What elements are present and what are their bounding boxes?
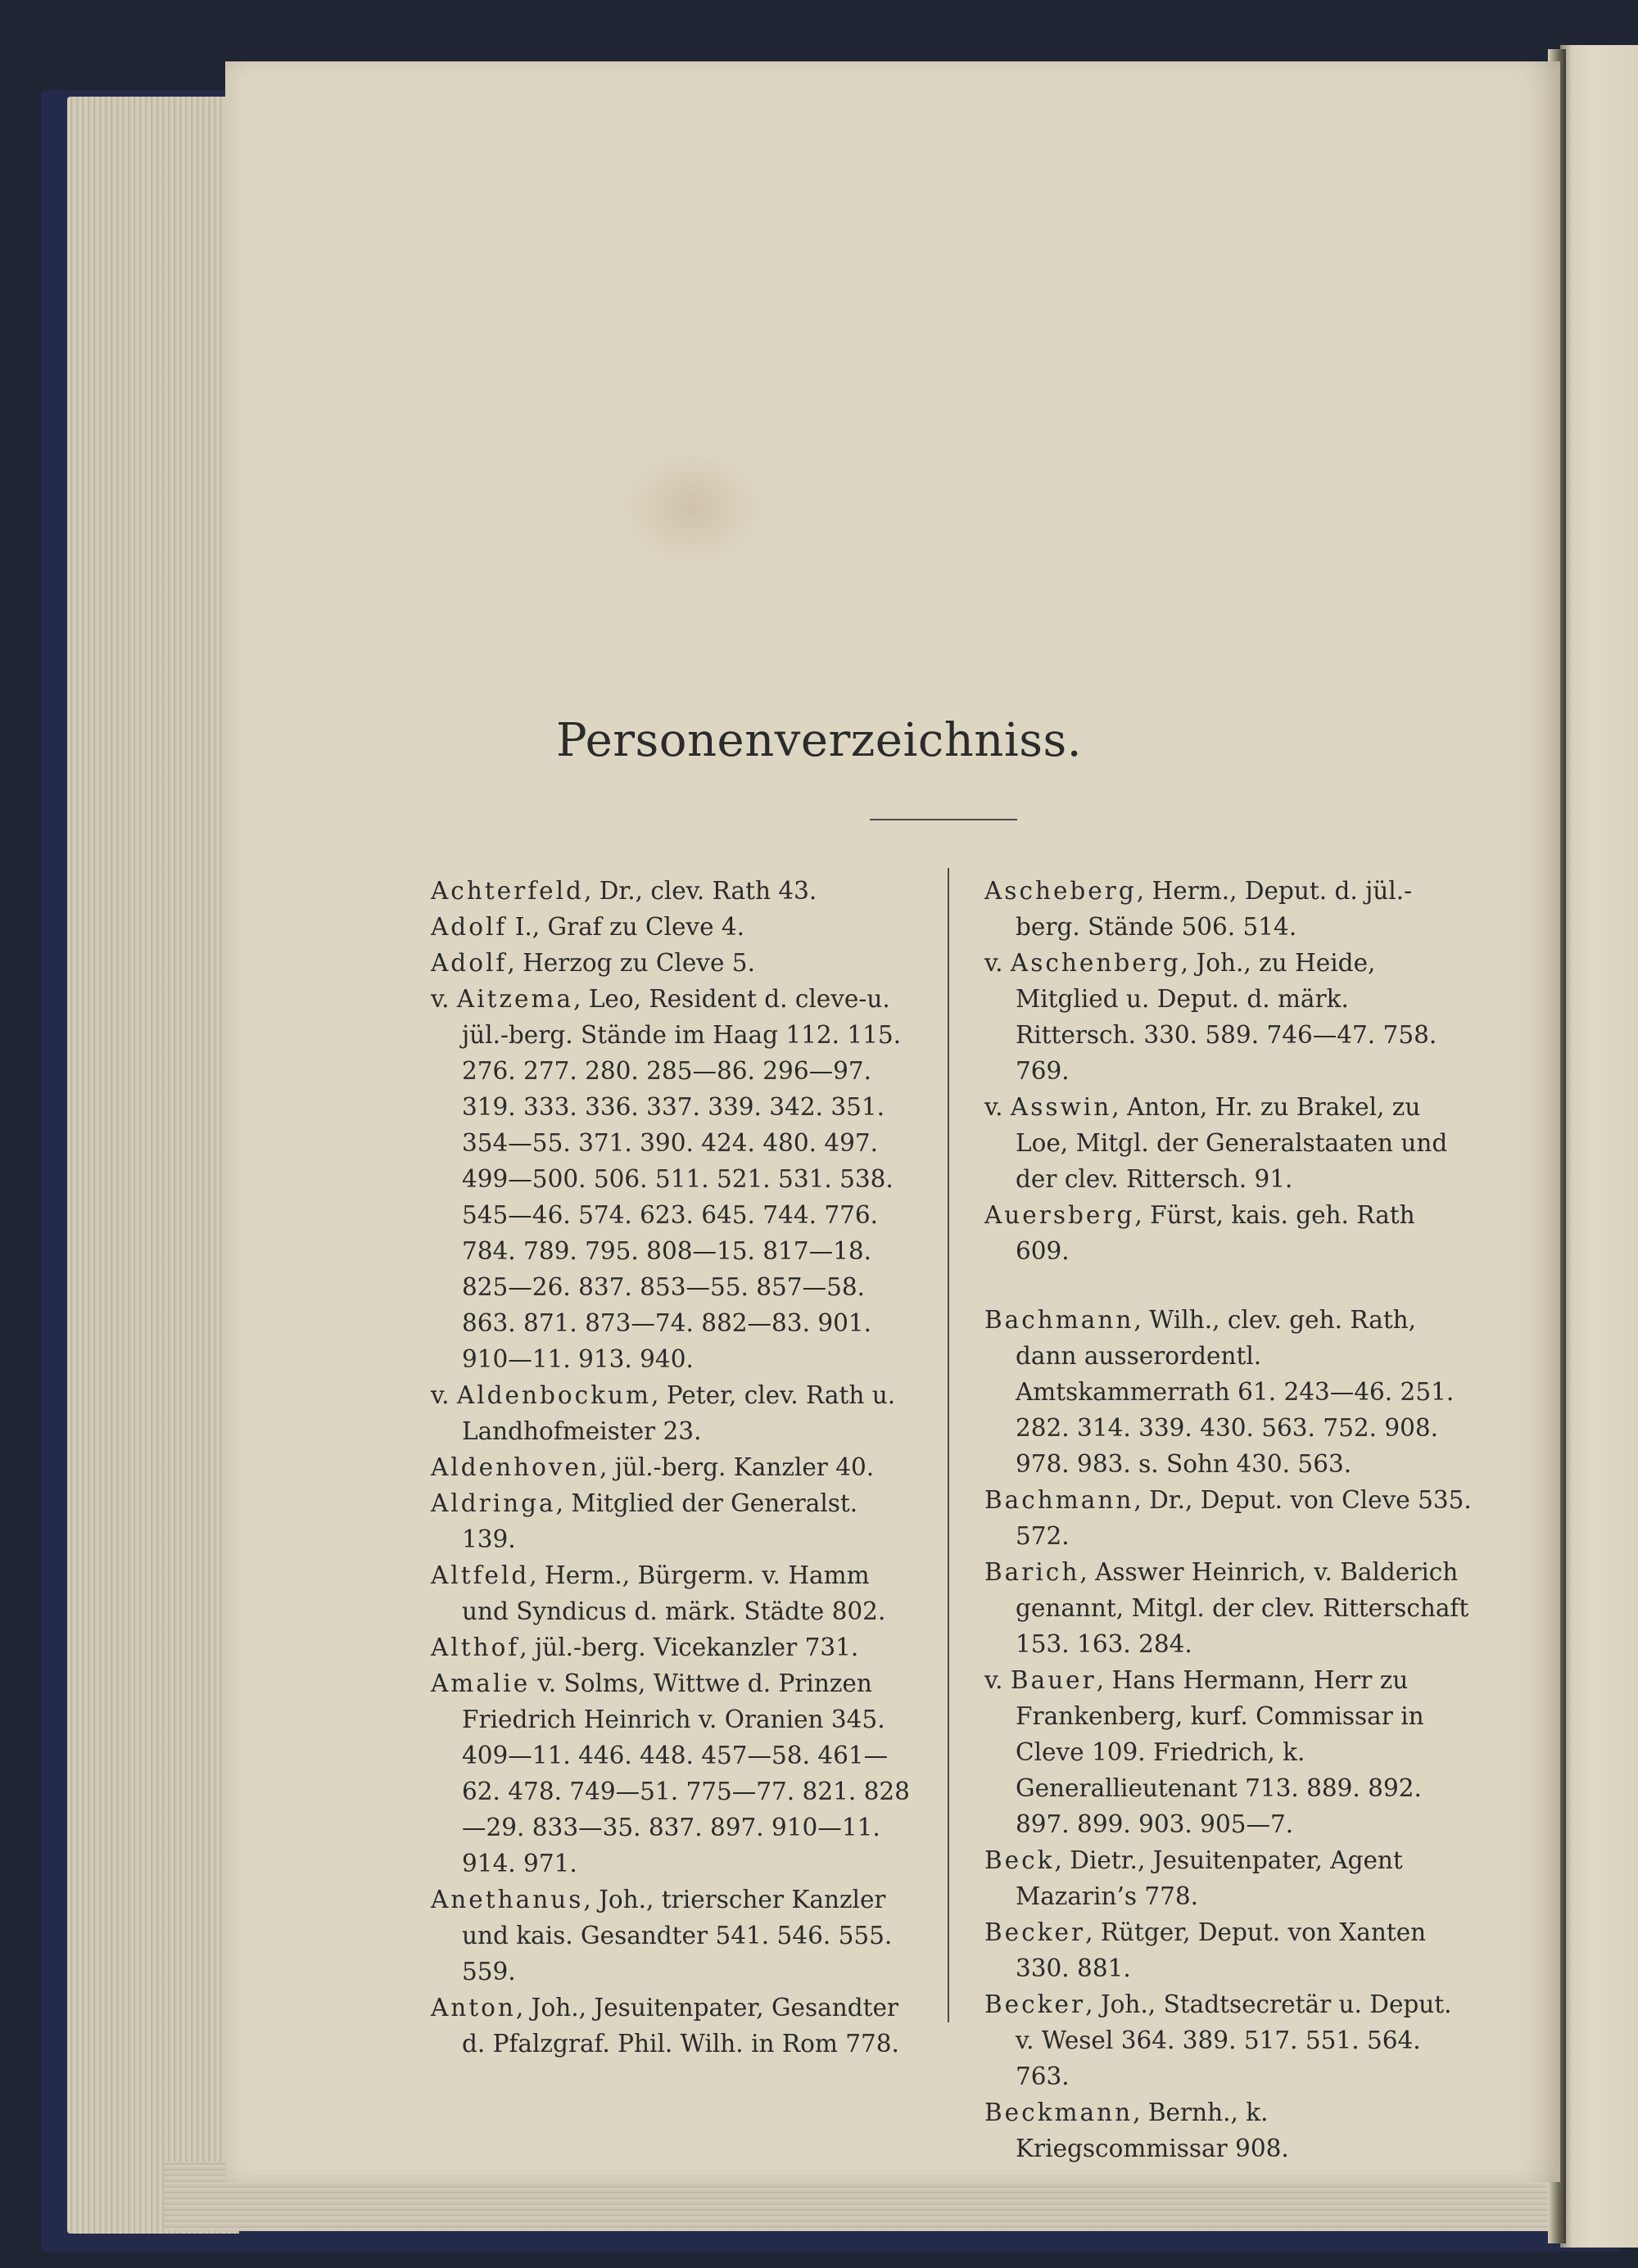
entry-name: Altfeld bbox=[431, 1561, 530, 1589]
entry-details: , Joh., zu Heide, Mitglied u. Deput. d. märk. Rittersch. 330. 589. 746—47. 758. 769. bbox=[1016, 949, 1437, 1085]
entry-details: , Wilh., clev. geh. Rath, dann ausserordentl. Amtskammerrath 61. 243—46. 251. 282. 314. 339. 430. 563. 752. 908. 978. 983. s. Sohn 430. 563. bbox=[1016, 1306, 1455, 1478]
entry-name: Aschenberg bbox=[1010, 949, 1181, 977]
entry-details: , Bernh., k. Kriegscommissar 908. bbox=[1016, 2099, 1289, 2162]
entry-details: , Dr., clev. Rath 43. bbox=[583, 877, 817, 905]
page-edges-left bbox=[67, 97, 239, 2234]
entry-details: , jül.-berg. Vicekanzler 731. bbox=[519, 1633, 859, 1661]
entry-name: Auersberg bbox=[984, 1201, 1135, 1229]
entry-details: , Herm., Deput. d. jül.-berg. Stände 506. 514. bbox=[1016, 877, 1413, 941]
entry-details: , Joh., trierscher Kanzler und kais. Gesandter 541. 546. 555. 559. bbox=[462, 1886, 893, 1986]
entry-details: , Joh., Stadtsecretär u. Deput. v. Wesel 364. 389. 517. 551. 564. 763. bbox=[1016, 1990, 1452, 2090]
entry-name: Aldenhoven bbox=[431, 1453, 600, 1481]
index-entry bbox=[984, 1482, 1476, 1554]
entry-name: Adolf bbox=[431, 949, 508, 977]
entry-name: Aitzema bbox=[456, 985, 574, 1013]
entry-details: , jül.-berg. Kanzler 40. bbox=[599, 1453, 875, 1481]
index-entry bbox=[431, 909, 918, 945]
index-entry bbox=[431, 1449, 918, 1485]
entry-name: Anethanus bbox=[431, 1886, 584, 1913]
entry-details: , Fürst, kais. geh. Rath 609. bbox=[1016, 1201, 1415, 1265]
entry-details: , Leo, Resident d. cleve-u. jül.-berg. Stände im Haag 112. 115. 276. 277. 280. 285—86. 296—97. 319. 333. 336. 337. 339. 342. 351. 354—55. 371. 390. 424. 480. 497. 499—500. 506. 511. 521. 531. 538. 545—46. 574. 623. 645. 744. 776. 784. 789. 795. 808—15. 817—18. 825—26. 837. 853—55. 857—58. 863. 871. 873—74. 882—83. 901. 910—11. 913. 940. bbox=[462, 985, 902, 1373]
facing-page bbox=[1560, 45, 1638, 2248]
index-entry bbox=[431, 873, 918, 909]
entry-name: Bachmann bbox=[984, 1486, 1134, 1514]
entry-details: , Dietr., Jesuitenpater, Agent Mazarin’s 778. bbox=[1016, 1846, 1403, 1910]
entry-prefix: v. bbox=[984, 1093, 1011, 1121]
entry-name: Asswin bbox=[1010, 1093, 1112, 1121]
page-stain bbox=[618, 446, 766, 569]
index-entry bbox=[984, 2094, 1476, 2166]
entry-name: Beckmann bbox=[984, 2099, 1133, 2126]
entry-details: , Hans Hermann, Herr zu Frankenberg, kurf. Commissar in Cleve 109. Friedrich, k. Generallieutenant 713. 889. 892. 897. 899. 903. 905—7. bbox=[1016, 1666, 1424, 1838]
entry-prefix: v. bbox=[984, 1666, 1011, 1694]
index-column-right bbox=[984, 873, 1476, 2166]
entry-name: Barich bbox=[984, 1558, 1080, 1586]
index-entry bbox=[431, 1665, 918, 1882]
index-entry bbox=[984, 1554, 1476, 1662]
entry-name: Ascheberg bbox=[984, 877, 1137, 905]
index-entry bbox=[431, 1990, 918, 2062]
index-entry bbox=[984, 873, 1476, 945]
entry-details: , Joh., Jesuitenpater, Gesandter d. Pfalzgraf. Phil. Wilh. in Rom 778. bbox=[462, 1994, 899, 2058]
index-entry bbox=[431, 1557, 918, 1629]
index-entry bbox=[984, 1842, 1476, 1914]
index-entry bbox=[431, 1485, 918, 1557]
entry-name: Aldenbockum bbox=[456, 1381, 652, 1409]
index-entry bbox=[984, 1089, 1476, 1197]
index-entry bbox=[984, 1986, 1476, 2094]
entry-prefix: v. bbox=[431, 1381, 457, 1409]
entry-name: Becker bbox=[984, 1918, 1086, 1946]
entry-prefix: v. bbox=[984, 949, 1011, 977]
index-entry bbox=[984, 1914, 1476, 1986]
title-rule bbox=[870, 819, 1017, 820]
entry-details: , Herzog zu Cleve 5. bbox=[507, 949, 755, 977]
entry-name: Becker bbox=[984, 1990, 1086, 2018]
entry-name: Beck bbox=[984, 1846, 1055, 1874]
entry-details: , Anton, Hr. zu Brakel, zu Loe, Mitgl. der Generalstaaten und der clev. Rittersch. 91. bbox=[1016, 1093, 1448, 1193]
entry-name: Adolf bbox=[431, 913, 508, 941]
entry-details: , Rütger, Deput. von Xanten 330. 881. bbox=[1016, 1918, 1427, 1982]
index-entry bbox=[431, 1629, 918, 1665]
entry-name: Amalie bbox=[431, 1669, 531, 1697]
entry-name: Achterfeld bbox=[431, 877, 584, 905]
page-title: Personenverzeichniss. bbox=[555, 714, 1083, 767]
entry-name: Bachmann bbox=[984, 1306, 1134, 1334]
index-entry bbox=[431, 981, 918, 1377]
index-entry bbox=[984, 1662, 1476, 1842]
entry-name: Anton bbox=[431, 1994, 516, 2022]
index-entry bbox=[984, 1302, 1476, 1482]
entry-details: , Asswer Heinrich, v. Balderich genannt, Mitgl. der clev. Ritterschaft 153. 163. 284. bbox=[1016, 1558, 1469, 1658]
index-entry bbox=[431, 1882, 918, 1990]
entry-details: I., Graf zu Cleve 4. bbox=[507, 913, 745, 941]
entry-details: , Dr., Deput. von Cleve 535. 572. bbox=[1016, 1486, 1472, 1550]
index-column-left bbox=[431, 873, 918, 2062]
entry-details: , Peter, clev. Rath u. Landhofmeister 23. bbox=[462, 1381, 896, 1445]
entry-details: , Mitglied der Generalst. 139. bbox=[462, 1489, 858, 1553]
index-entry bbox=[431, 945, 918, 981]
index-entry bbox=[984, 945, 1476, 1089]
column-divider bbox=[948, 868, 949, 2022]
entry-details: , Herm., Bürgerm. v. Hamm und Syndicus d. märk. Städte 802. bbox=[462, 1561, 886, 1625]
entry-name: Althof bbox=[431, 1633, 520, 1661]
index-entry bbox=[431, 1377, 918, 1449]
index-entry bbox=[984, 1197, 1476, 1269]
entry-details: v. Solms, Wittwe d. Prinzen Friedrich Heinrich v. Oranien 345. 409—11. 446. 448. 457—58. 461—62. 478. 749—51. 775—77. 821. 828—29. 833—35. 837. 897. 910—11. 914. 971. bbox=[462, 1669, 910, 1877]
entry-name: Aldringa bbox=[431, 1489, 556, 1517]
entry-name: Bauer bbox=[1010, 1666, 1097, 1694]
entry-prefix: v. bbox=[431, 985, 457, 1013]
